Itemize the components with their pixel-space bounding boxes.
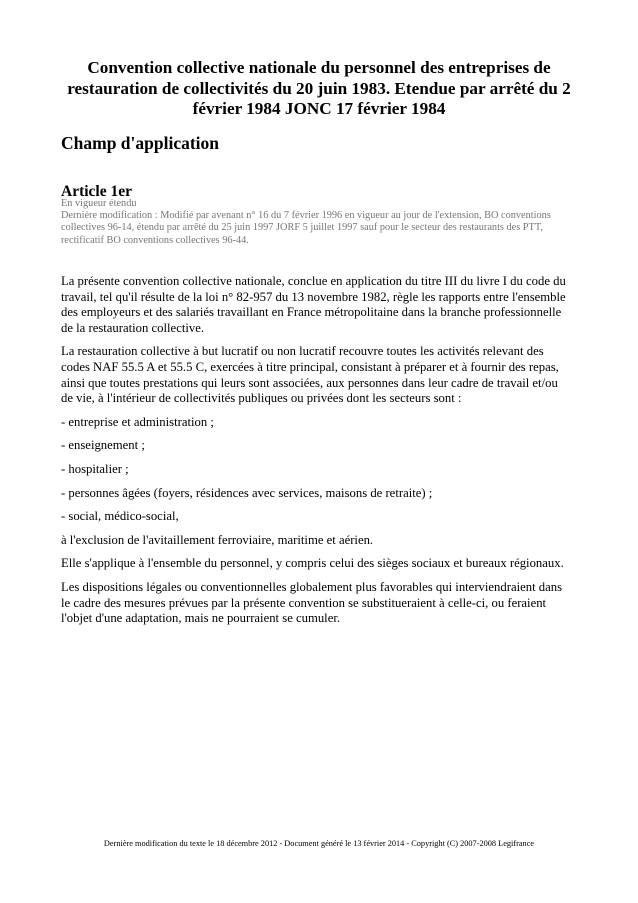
body-paragraph (61, 462, 581, 478)
body-paragraph (61, 344, 581, 406)
page-footer: Dernière modification du texte le 18 décembre 2012 - Document généré le 13 février 2014 - Copyright (C) 2007-2008 Legifrance (103, 839, 535, 848)
paragraph-line: - enseignement ; (61, 438, 145, 453)
body-paragraph (61, 533, 581, 549)
body-paragraph (61, 556, 581, 572)
paragraph-line: de la restauration collective. (61, 320, 205, 335)
paragraph-line: La présente convention collective nationale, conclue en application du titre III du livre I du code du (61, 274, 566, 288)
body-paragraph (61, 580, 581, 627)
article-metadata (61, 198, 581, 247)
paragraph-line: à l'exclusion de l'avitaillement ferroviaire, maritime et aérien. (61, 532, 374, 547)
body-paragraph (61, 274, 581, 336)
paragraph-line: Elle s'applique à l'ensemble du personnel, y compris celui des sièges sociaux et bureaux régionaux. (61, 556, 564, 571)
section-title: Champ d'application (61, 133, 220, 153)
article-heading: Article 1er (61, 183, 132, 200)
paragraph-line: de vie, à l'intérieur de collectivités publiques ou privées dont les secteurs sont : (61, 391, 462, 406)
body-paragraph (61, 486, 581, 502)
modification-line: rectificatif BO conventions collectives 96-44. (61, 234, 249, 246)
modification-line: Dernière modification : Modifié par avenant n° 16 du 7 février 1996 en vigueur au jour de l'extension, BO conventions (61, 210, 551, 222)
title-line: Convention collective nationale du personnel des entreprises de (87, 58, 551, 77)
paragraph-line: codes NAF 55.5 A et 55.5 C, exercées à titre principal, consistant à préparer et à fournir des repas, (61, 359, 559, 374)
paragraph-line: le cadre des mesures prévues par la présente convention se substitueraient à celle-ci, ou feraient (61, 595, 547, 610)
paragraph-line: travail, tel qu'il résulte de la loi n° 82-957 du 13 novembre 1982, règle les rapports entre l'ensemble (61, 289, 566, 304)
paragraph-line: ainsi que toutes prestations qui leurs sont associées, aux personnes dans leur cadre de travail et/ou (61, 375, 558, 390)
article-body (61, 274, 581, 635)
document-title (56, 58, 582, 120)
paragraph-line: La restauration collective à but lucratif ou non lucratif recouvre toutes les activités relevant des (61, 344, 544, 359)
paragraph-line: - social, médico-social, (61, 509, 179, 524)
body-paragraph (61, 509, 581, 525)
paragraph-line: - personnes âgées (foyers, résidences avec services, maisons de retraite) ; (61, 485, 433, 500)
title-line: février 1984 JONC 17 février 1984 (192, 99, 446, 118)
article-status: En vigueur étendu (61, 198, 137, 209)
body-paragraph (61, 415, 581, 431)
paragraph-line: - hospitalier ; (61, 461, 129, 476)
body-paragraph (61, 438, 581, 454)
paragraph-line: l'objet d'une adaptation, mais ne pourraient se cumuler. (61, 611, 341, 626)
paragraph-line: Les dispositions légales ou conventionnelles globalement plus favorables qui interviendraient dans (61, 579, 563, 594)
title-line: restauration de collectivités du 20 juin 1983. Etendue par arrêté du 2 (67, 78, 571, 98)
modification-line: collectives 96-14, étendu par arrêté du 25 juin 1997 JORF 5 juillet 1997 sauf pour le secteur des restaurants des PTT, (61, 222, 543, 234)
paragraph-line: - entreprise et administration ; (61, 414, 214, 429)
paragraph-line: des employeurs et des salariés travaillant en France métropolitaine dans la branche professionnelle (61, 305, 562, 320)
